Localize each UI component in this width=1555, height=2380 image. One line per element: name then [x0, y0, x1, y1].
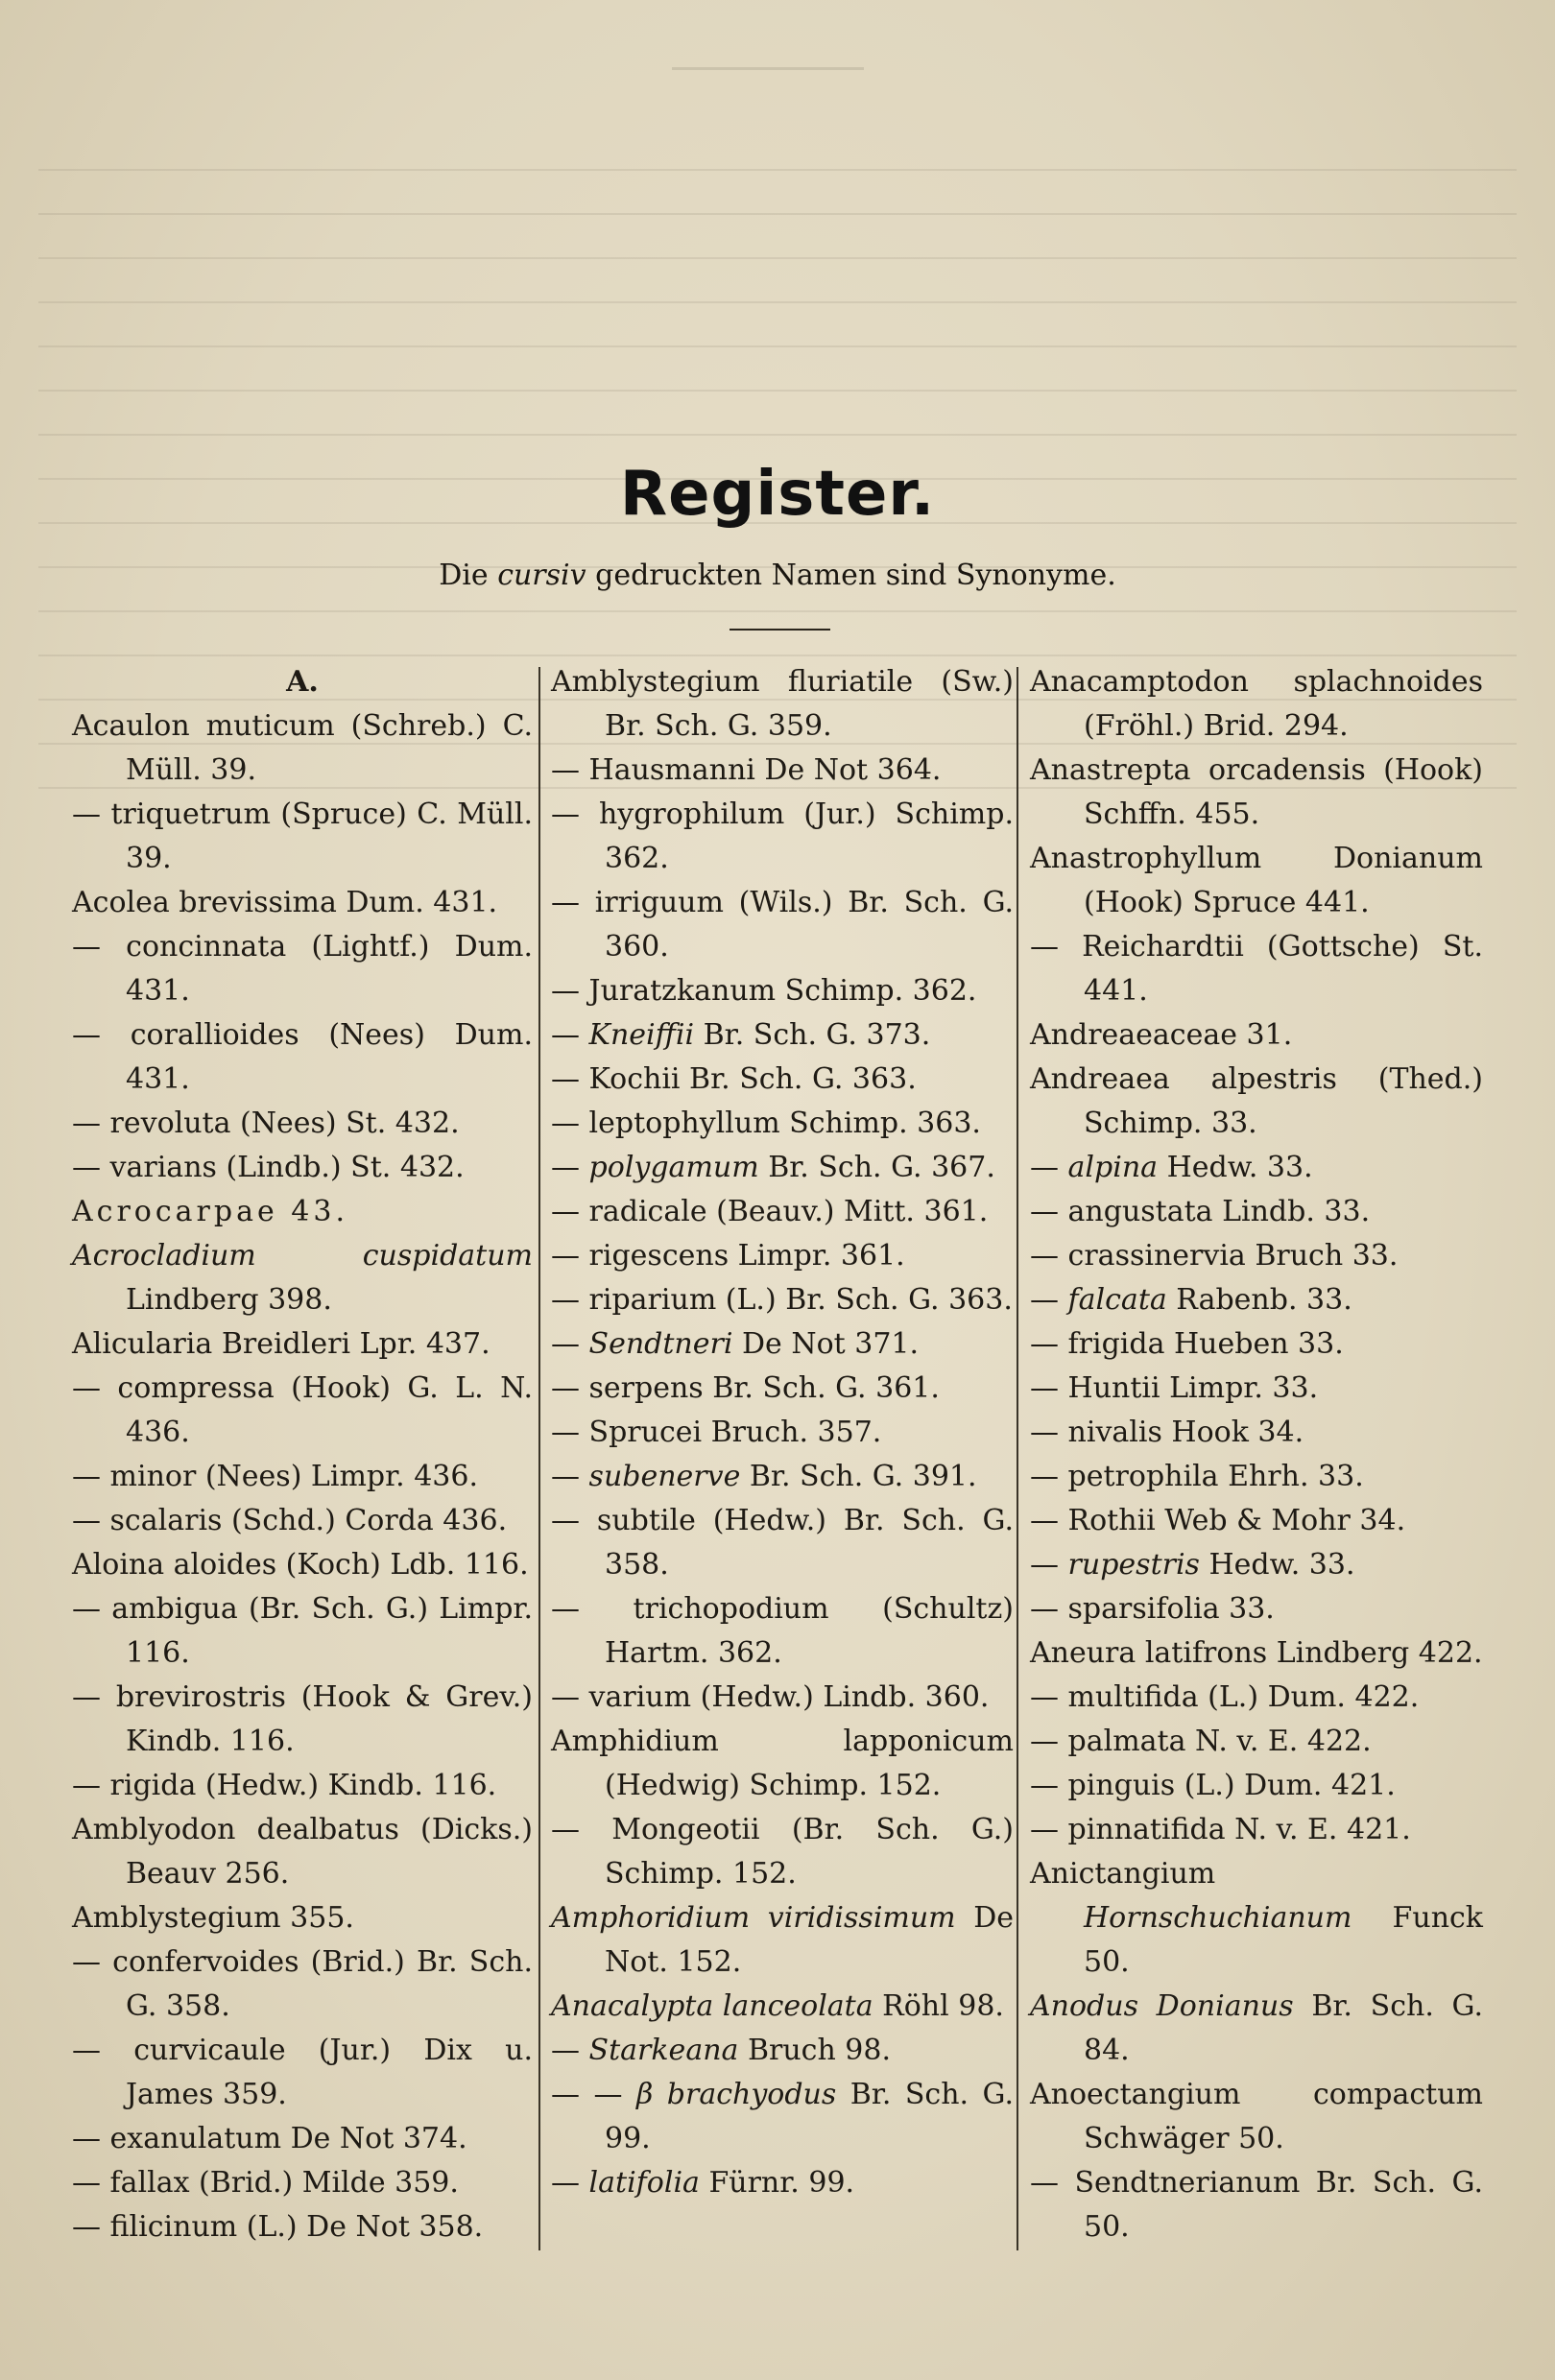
index-entry: [72, 925, 533, 1013]
index-entry: [72, 1455, 533, 1499]
index-entry: [1030, 1455, 1483, 1499]
index-entry: [72, 1322, 533, 1367]
index-entry: [1030, 1058, 1483, 1146]
entry-text: Rabenb. 33.: [1166, 1283, 1352, 1317]
entry-text: — compressa (Hook) G. L. N. 436.: [72, 1371, 533, 1449]
entry-text: — subtile (Hedw.) Br. Sch. G. 358.: [551, 1504, 1014, 1582]
entry-text: Amphidium lapponicum (Hedwig) Schimp. 152.: [551, 1725, 1014, 1802]
index-entry: [72, 793, 533, 881]
index-entry: [1030, 1322, 1483, 1367]
entry-text: — Rothii Web & Mohr 34.: [1030, 1504, 1406, 1537]
entry-text: Amblyodon dealbatus (Dicks.) Beauv 256.: [72, 1813, 533, 1891]
index-entry: [551, 660, 1014, 749]
index-entry: [551, 1499, 1014, 1587]
entry-text: Acrocarpae 43.: [72, 1195, 348, 1228]
entry-text: — hygrophilum (Jur.) Schimp. 362.: [551, 797, 1014, 875]
entry-prefix: —: [551, 2166, 589, 2200]
entry-text: — serpens Br. Sch. G. 361.: [551, 1371, 940, 1405]
subtitle-before: Die: [439, 559, 498, 592]
entry-text: — Sprucei Bruch. 357.: [551, 1416, 882, 1449]
index-entry: [72, 1146, 533, 1190]
index-entry: [551, 2073, 1014, 2161]
entry-text: — Hausmanni De Not 364.: [551, 753, 942, 787]
entry-italic: alpina: [1067, 1151, 1159, 1184]
entry-text: Aneura latifrons Lindberg 422.: [1030, 1636, 1483, 1670]
entry-text: Andreaea alpestris (Thed.) Schimp. 33.: [1030, 1062, 1483, 1140]
entry-text: — Mongeotii (Br. Sch. G.) Schimp. 152.: [551, 1813, 1014, 1891]
entry-italic: Kneiffii: [588, 1018, 695, 1052]
section-letter: A.: [286, 665, 319, 699]
entry-text: — palmata N. v. E. 422.: [1030, 1725, 1372, 1758]
index-entry: [1030, 1808, 1483, 1852]
entry-text: — petrophila Ehrh. 33.: [1030, 1460, 1364, 1493]
entry-prefix: —: [551, 2034, 589, 2067]
entry-text: Anacamptodon splachnoides (Fröhl.) Brid. 294.: [1030, 665, 1483, 743]
entry-text: Anoectangium compactum Schwäger 50.: [1030, 2078, 1483, 2155]
entry-text: — brevirostris (Hook & Grev.) Kindb. 116.: [72, 1680, 533, 1758]
entry-text: Lindberg 398.: [126, 1283, 332, 1317]
index-entry: [1030, 1013, 1483, 1058]
index-column-3: [1030, 660, 1483, 2249]
index-column-1: [72, 660, 533, 2249]
subtitle-italic: cursiv: [497, 559, 586, 592]
entry-italic: polygamum: [588, 1151, 759, 1184]
entry-text: Br. Sch. G. 84.: [1084, 1989, 1483, 2067]
entry-text: De Not. 152.: [605, 1901, 1014, 1979]
index-entry: [1030, 1985, 1483, 2073]
entry-text: Anastrepta orcadensis (Hook) Schffn. 455.: [1030, 753, 1483, 831]
index-entry: [551, 1146, 1014, 1190]
entry-text: Br. Sch. G. 391.: [740, 1460, 977, 1493]
entry-text: — pinguis (L.) Dum. 421.: [1030, 1769, 1396, 1802]
index-entry: [72, 1676, 533, 1764]
index-entry: [1030, 1852, 1483, 1985]
index-entry: [72, 1764, 533, 1808]
index-entry: [551, 1102, 1014, 1146]
entry-prefix: —: [551, 1327, 589, 1361]
index-entry: [1030, 1720, 1483, 1764]
entry-prefix: — —: [551, 2078, 636, 2111]
index-entry: [551, 1367, 1014, 1411]
entry-text: Br. Sch. G. 367.: [758, 1151, 995, 1184]
index-entry: [72, 1367, 533, 1455]
entry-text: — multifida (L.) Dum. 422.: [1030, 1680, 1420, 1714]
entry-text: Andreaeaceae 31.: [1030, 1018, 1293, 1052]
index-entry: [551, 1985, 1014, 2029]
entry-text: Röhl 98.: [873, 1989, 1004, 2023]
entry-italic: Acrocladium cuspidatum: [72, 1239, 533, 1273]
entry-italic2: Hornschuchianum: [1084, 1901, 1352, 1935]
subtitle-after: gedruckten Namen sind Synonyme.: [586, 559, 1116, 592]
entry-text: — varium (Hedw.) Lindb. 360.: [551, 1680, 990, 1714]
entry-text: Acolea brevissima Dum. 431.: [72, 886, 498, 919]
index-entry: [1030, 2161, 1483, 2249]
index-entry: [72, 2117, 533, 2161]
entry-text: Anastrophyllum Donianum (Hook) Spruce 441.: [1030, 842, 1483, 919]
index-entry: [1030, 1234, 1483, 1278]
entry-text: — varians (Lindb.) St. 432.: [72, 1151, 465, 1184]
entry-text: — riparium (L.) Br. Sch. G. 363.: [551, 1283, 1013, 1317]
index-entry: [551, 793, 1014, 881]
entry-text: Bruch 98.: [738, 2034, 892, 2067]
index-entry: [551, 2029, 1014, 2073]
index-entry: [72, 2029, 533, 2117]
page-subtitle: [0, 559, 1555, 592]
bleed-through-page-number: [672, 38, 864, 70]
entry-text: — nivalis Hook 34.: [1030, 1416, 1304, 1449]
index-entry: [72, 1234, 533, 1322]
index-entry: [1030, 925, 1483, 1013]
index-entry: [551, 1808, 1014, 1896]
index-entry: [72, 1102, 533, 1146]
index-entry: [1030, 2073, 1483, 2161]
index-entry: [1030, 1587, 1483, 1631]
entry-text: — sparsifolia 33.: [1030, 1592, 1275, 1626]
entry-text: Aloina aloides (Koch) Ldb. 116.: [72, 1548, 529, 1582]
index-entry: [551, 1013, 1014, 1058]
entry-text: — angustata Lindb. 33.: [1030, 1195, 1371, 1228]
entry-italic: subenerve: [588, 1460, 741, 1493]
index-entry: [1030, 1411, 1483, 1455]
index-entry: [551, 1411, 1014, 1455]
index-entry: [551, 1234, 1014, 1278]
entry-text: Hedw. 33.: [1158, 1151, 1313, 1184]
entry-prefix: —: [1030, 1151, 1068, 1184]
entry-text: De Not 371.: [732, 1327, 920, 1361]
index-entry: [72, 1499, 533, 1543]
entry-text: — confervoides (Brid.) Br. Sch. G. 358.: [72, 1945, 533, 2023]
entry-text: — ambigua (Br. Sch. G.) Limpr. 116.: [72, 1592, 533, 1670]
entry-italic: Anacalypta lanceolata: [551, 1989, 873, 2023]
entry-italic: Sendtneri: [588, 1327, 733, 1361]
entry-text: — leptophyllum Schimp. 363.: [551, 1107, 981, 1140]
entry-italic: Anodus Donianus: [1030, 1989, 1294, 2023]
entry-text: Amblystegium fluriatile (Sw.) Br. Sch. G. 359.: [551, 665, 1014, 743]
entry-text: — triquetrum (Spruce) C. Müll. 39.: [72, 797, 533, 875]
index-entry: [72, 1587, 533, 1676]
entry-text: Br. Sch. G. 373.: [694, 1018, 931, 1052]
entry-text: Acaulon muticum (Schreb.) C. Müll. 39.: [72, 709, 533, 787]
index-entry: [1030, 1676, 1483, 1720]
index-entry: [551, 1720, 1014, 1808]
entry-text: — exanulatum De Not 374.: [72, 2122, 467, 2155]
index-entry: [1030, 1146, 1483, 1190]
entry-italic: latifolia: [588, 2166, 700, 2200]
entry-text: — Juratzkanum Schimp. 362.: [551, 974, 977, 1008]
index-entry: [551, 1896, 1014, 1985]
index-entry: [72, 2161, 533, 2205]
index-entry: [551, 749, 1014, 793]
index-entry: [551, 1676, 1014, 1720]
entry-text2: Funck 50.: [1084, 1901, 1483, 1979]
index-entry: [1030, 1543, 1483, 1587]
index-entry: [551, 2161, 1014, 2205]
title-rule: [730, 629, 830, 631]
index-entry: [551, 969, 1014, 1013]
index-entry: [1030, 660, 1483, 749]
entry-text: — minor (Nees) Limpr. 436.: [72, 1460, 479, 1493]
index-entry: [72, 1896, 533, 1940]
entry-text: — radicale (Beauv.) Mitt. 361.: [551, 1195, 989, 1228]
index-entry: [72, 881, 533, 925]
entry-text: Alicularia Breidleri Lpr. 437.: [72, 1327, 490, 1361]
entry-text: — scalaris (Schd.) Corda 436.: [72, 1504, 508, 1537]
entry-italic: Amphoridium viridissimum: [551, 1901, 956, 1935]
entry-italic: falcata: [1067, 1283, 1167, 1317]
entry-text: Br. Sch. G. 99.: [605, 2078, 1014, 2155]
entry-prefix: —: [551, 1460, 589, 1493]
entry-text: Fürnr. 99.: [699, 2166, 855, 2200]
index-entry: [551, 1322, 1014, 1367]
entry-text: — curvicaule (Jur.) Dix u. James 359.: [72, 2034, 533, 2111]
entry-text: — fallax (Brid.) Milde 359.: [72, 2166, 459, 2200]
index-entry: [72, 704, 533, 793]
index-entry: [72, 1940, 533, 2029]
index-entry: [1030, 837, 1483, 925]
entry-italic: Starkeana: [588, 2034, 739, 2067]
entry-text: — Sendtnerianum Br. Sch. G. 50.: [1030, 2166, 1483, 2244]
index-entry: [551, 881, 1014, 969]
index-entry: [1030, 749, 1483, 837]
entry-italic: β brachyodus: [635, 2078, 837, 2111]
entry-text: — trichopodium (Schultz) Hartm. 362.: [551, 1592, 1014, 1670]
index-entry: [1030, 1631, 1483, 1676]
entry-prefix: —: [1030, 1548, 1068, 1582]
entry-text: — concinnata (Lightf.) Dum. 431.: [72, 930, 533, 1008]
index-entry: [551, 1058, 1014, 1102]
entry-prefix: —: [1030, 1283, 1068, 1317]
entry-text: — irriguum (Wils.) Br. Sch. G. 360.: [551, 886, 1014, 964]
index-entry: [1030, 1499, 1483, 1543]
column-divider-left: [538, 667, 540, 2250]
index-entry: [72, 1190, 533, 1234]
entry-text: — rigida (Hedw.) Kindb. 116.: [72, 1769, 497, 1802]
entry-text: — revoluta (Nees) St. 432.: [72, 1107, 460, 1140]
entry-prefix: —: [551, 1151, 589, 1184]
index-entry: [1030, 1190, 1483, 1234]
index-entry: [551, 1587, 1014, 1676]
entry-italic: rupestris: [1067, 1548, 1200, 1582]
entry-text: — corallioides (Nees) Dum. 431.: [72, 1018, 533, 1096]
entry-text: — crassinervia Bruch 33.: [1030, 1239, 1399, 1273]
entry-text: Amblystegium 355.: [72, 1901, 354, 1935]
entry-text: Anictangium: [1030, 1857, 1216, 1891]
index-entry: [551, 1190, 1014, 1234]
entry-text: — Kochii Br. Sch. G. 363.: [551, 1062, 917, 1096]
entry-text: — frigida Hueben 33.: [1030, 1327, 1344, 1361]
entry-text: Hedw. 33.: [1199, 1548, 1355, 1582]
index-entry: [1030, 1278, 1483, 1322]
index-entry: [72, 1013, 533, 1102]
column-divider-right: [1017, 667, 1018, 2250]
entry-text: — Reichardtii (Gottsche) St. 441.: [1030, 930, 1483, 1008]
entry-text: — pinnatifida N. v. E. 421.: [1030, 1813, 1411, 1846]
index-entry: [72, 1543, 533, 1587]
index-entry: [1030, 1764, 1483, 1808]
page-title: Register.: [619, 459, 936, 530]
index-entry: [72, 2205, 533, 2249]
index-entry: [551, 1455, 1014, 1499]
index-entry: [1030, 1367, 1483, 1411]
index-entry: [551, 1278, 1014, 1322]
entry-prefix: —: [551, 1018, 589, 1052]
index-column-2: [551, 660, 1014, 2205]
entry-text: — rigescens Limpr. 361.: [551, 1239, 905, 1273]
entry-text: — filicinum (L.) De Not 358.: [72, 2210, 484, 2244]
index-entry: [72, 1808, 533, 1896]
entry-text: — Huntii Limpr. 33.: [1030, 1371, 1319, 1405]
